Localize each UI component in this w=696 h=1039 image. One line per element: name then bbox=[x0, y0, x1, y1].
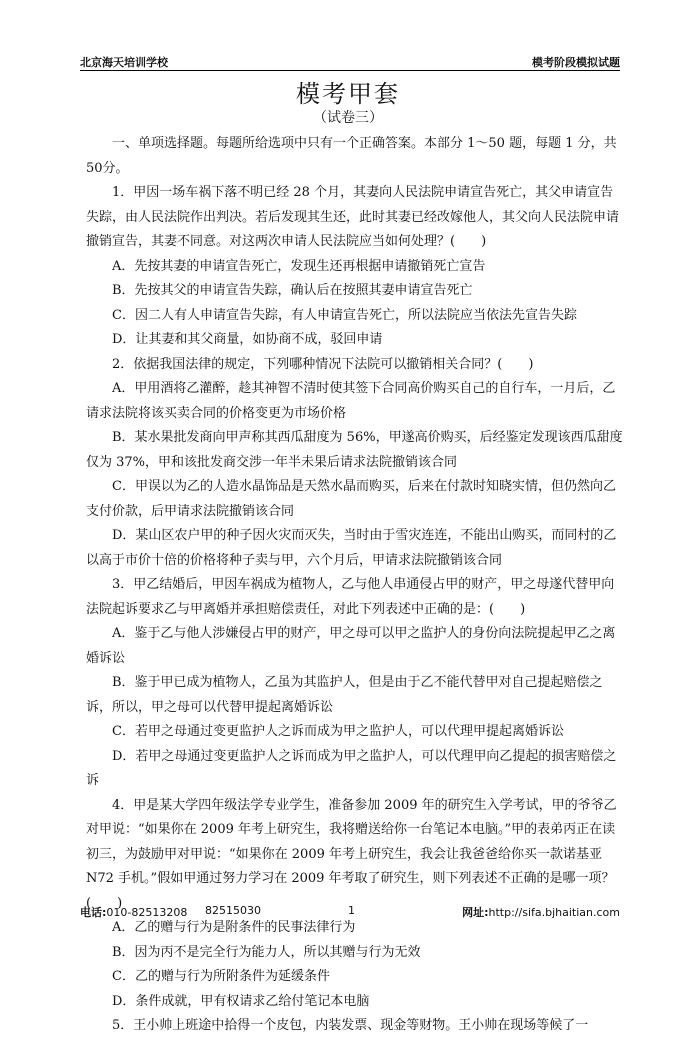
question-1-option-b: B．先按其父的申请宣告失踪，确认后在按照其妻申请宣告死亡 bbox=[112, 283, 473, 298]
page-title: 模考甲套 bbox=[296, 80, 400, 108]
question-4-option-d: D．条件成就，甲有权请求乙给付笔记本电脑 bbox=[112, 993, 370, 1009]
question-2: 2．依据我国法律的规定，下列哪种情况下法院可以撤销相关合同？( ) bbox=[112, 356, 534, 372]
question-4-option-b: B．因为丙不是完全行为能力人，所以其赠与行为无效 bbox=[112, 944, 421, 960]
question-3-option-b: B．鉴于甲已成为植物人，乙虽为其监护人，但是由于乙不能代替甲对自己提起赔偿之诉，所以，甲之母可以代替甲提起离婚诉讼 bbox=[86, 675, 603, 715]
footer-website-label: 网址: bbox=[462, 906, 489, 919]
question-3: 3．甲乙结婚后，甲因车祸成为植物人，乙与他人串通侵占甲的财产，甲之母遂代替甲向法院起诉要求乙与甲离婚并承担赔偿责任，对此下列表述中正确的是：( ) bbox=[86, 577, 615, 617]
footer-website bbox=[462, 904, 620, 920]
question-2-option-d: D．某山区农户甲的种子因火灾而灭失，当时由于雪灾连连，不能出山购买，而同村的乙以高于市价十倍的价格将种子卖与甲，六个月后，甲请求法院撤销该合同 bbox=[86, 528, 617, 568]
page-number: 1 bbox=[348, 904, 355, 917]
question-3-option-c: C．若甲之母通过变更监护人之诉而成为甲之监护人，可以代理甲提起离婚诉讼 bbox=[112, 724, 564, 739]
question-3-option-d: D．若甲之母通过变更监护人之诉而成为甲之监护人，可以代理甲向乙提起的损害赔偿之诉 bbox=[86, 748, 617, 788]
footer-phone-label: 电话: bbox=[80, 906, 107, 919]
question-2-option-c: C．甲误以为乙的人造水晶饰品是天然水晶而购买，后来在付款时知晓实情，但仍然向乙支付价款，后甲请求法院撤销该合同 bbox=[86, 479, 616, 519]
footer-phone bbox=[80, 904, 187, 920]
question-4-option-a: A．乙的赠与行为是附条件的民事法律行为 bbox=[112, 920, 356, 935]
question-1-option-c: C．因二人有人申请宣告失踪，有人申请宣告死亡，所以法院应当依法先宣告失踪 bbox=[112, 307, 577, 323]
page-subtitle: （试卷三） bbox=[313, 110, 383, 126]
question-3-option-a: A．鉴于乙与他人涉嫌侵占甲的财产，甲之母可以甲之监护人的身份向法院提起甲乙之离婚诉讼 bbox=[86, 626, 616, 666]
question-content bbox=[86, 132, 626, 1039]
question-2-option-a: A．甲用酒将乙灌醉，趁其神智不清时使其签下合同高价购买自己的自行车，一月后，乙请求法院将该买卖合同的价格变更为市场价格 bbox=[86, 381, 616, 421]
header-school-name: 北京海天培训学校 bbox=[80, 56, 168, 69]
question-4-option-c: C．乙的赠与行为所附条件为延缓条件 bbox=[112, 969, 330, 984]
question-5: 5．王小帅上班途中拾得一个皮包，内装发票、现金等财物。王小帅在现场等候了一 bbox=[112, 1018, 589, 1033]
question-1: 1．甲因一场车祸下落不明已经 28 个月，其妻向人民法院申请宣告死亡，其父申请宣告失踪，由人民法院作出判决。若后发现其生还，此时其妻已经改嫁他人，其父向人民法院申请撤销宣告，其妻不同意。对这两次申请人民法院应当如何处理？( ) bbox=[86, 185, 620, 249]
question-1-option-d: D．让其妻和其父商量，如协商不成，驳回申请 bbox=[112, 332, 383, 347]
header-exam-label: 模考阶段模拟试题 bbox=[532, 56, 620, 69]
footer-website-url[interactable]: http://sifa.bjhaitian.com bbox=[488, 906, 620, 919]
page-header bbox=[80, 52, 620, 71]
footer-phone-number-1: 010-82513208 bbox=[106, 906, 188, 919]
question-4: 4．甲是某大学四年级法学专业学生，准备参加 2009 年的研究生入学考试，甲的爷爷乙对甲说：“如果你在 2009 年考上研究生，我将赠送给你一台笔记本电脑。”甲的表弟丙正在读初三，为鼓励甲对甲说：“如果你在 2009 年考上研究生，我会让我爸爸给你买一款诺基亚 N72 手机。”假如甲通过努力学习在 2009 年考取了研究生，则下列表述不正确的是哪一项？( ) bbox=[86, 797, 617, 911]
page-footer bbox=[80, 904, 620, 920]
question-2-option-b: B．某水果批发商向甲声称其西瓜甜度为 56%，甲遂高价购买，后经鉴定发现该西瓜甜度仅为 37%，甲和该批发商交涉一年半未果后请求法院撤销该合同 bbox=[86, 430, 623, 470]
question-1-option-a: A．先按其妻的申请宣告死亡，发现生还再根据申请撤销死亡宣告 bbox=[112, 258, 486, 274]
section-intro: 一、单项选择题。每题所给选项中只有一个正确答案。本部分 1～50 题，每题 1 分，共50分。 bbox=[86, 136, 617, 176]
footer-phone-number-2: 82515030 bbox=[205, 904, 261, 917]
